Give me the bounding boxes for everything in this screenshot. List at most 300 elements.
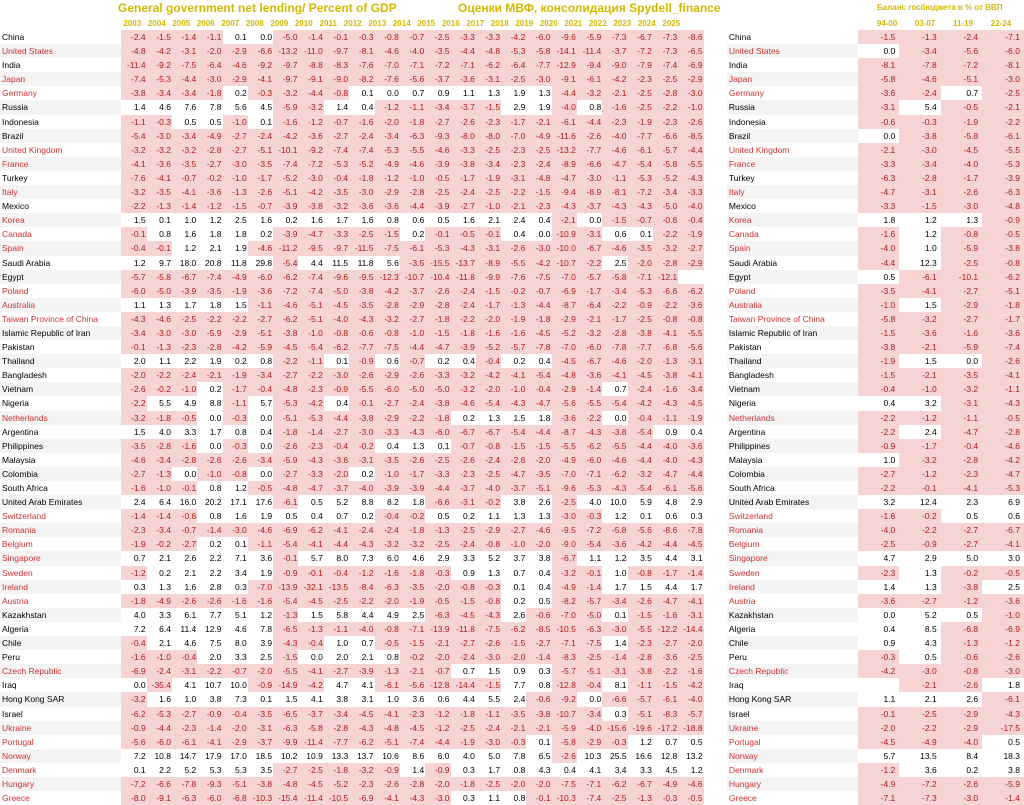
value-cell: -8.2 bbox=[552, 594, 577, 608]
period-value-cell: -2.2 bbox=[899, 523, 940, 537]
value-cell: -0.6 bbox=[653, 213, 678, 227]
value-cell: -2.3 bbox=[628, 636, 653, 650]
value-cell: -2.5 bbox=[602, 791, 627, 805]
period-value-cell: 6.9 bbox=[982, 495, 1024, 509]
value-cell: -6.2 bbox=[298, 523, 323, 537]
value-cell: 0.1 bbox=[602, 608, 627, 622]
value-cell: -2.0 bbox=[526, 777, 551, 791]
value-cell: -2.5 bbox=[526, 143, 551, 157]
value-cell: -0.4 bbox=[121, 636, 146, 650]
period-value-cell: -2.6 bbox=[982, 650, 1024, 664]
period-value-cell: 1.4 bbox=[858, 580, 899, 594]
value-cell: -4.0 bbox=[324, 312, 349, 326]
spacer-cell bbox=[704, 439, 727, 453]
value-cell: 0.8 bbox=[501, 791, 526, 805]
country-name-repeat: Egypt bbox=[727, 270, 858, 284]
value-cell: -1.7 bbox=[602, 312, 627, 326]
value-cell: -3.8 bbox=[526, 707, 551, 721]
value-cell: -1.6 bbox=[476, 326, 501, 340]
value-cell: 10.0 bbox=[602, 495, 627, 509]
value-cell: 6.0 bbox=[425, 749, 450, 763]
value-cell: -4.6 bbox=[602, 453, 627, 467]
value-cell: -3.6 bbox=[451, 72, 476, 86]
value-cell: -2.5 bbox=[425, 453, 450, 467]
period-value-cell: 0.0 bbox=[941, 354, 982, 368]
value-cell: -4.9 bbox=[223, 270, 248, 284]
value-cell: -3.2 bbox=[147, 143, 172, 157]
value-cell: -2.8 bbox=[197, 143, 222, 157]
value-cell: -7.4 bbox=[349, 143, 374, 157]
country-name-repeat: Greece bbox=[728, 793, 757, 804]
value-cell: -1.1 bbox=[223, 396, 248, 410]
period-value-cell: -2.7 bbox=[941, 523, 982, 537]
value-cell: -5.3 bbox=[628, 284, 653, 298]
value-cell: -3.4 bbox=[577, 707, 602, 721]
period-value-cell: 2.3 bbox=[941, 495, 982, 509]
value-cell: 1.2 bbox=[248, 608, 273, 622]
value-cell: 0.5 bbox=[273, 509, 298, 523]
period-value-cell: -4.9 bbox=[899, 735, 940, 749]
table-row bbox=[0, 721, 1024, 735]
period-value-cell: -4.6 bbox=[899, 72, 940, 86]
value-cell: -1.8 bbox=[147, 411, 172, 425]
period-value-cell: 1.0 bbox=[858, 453, 899, 467]
value-cell: 0.8 bbox=[147, 227, 172, 241]
value-cell: -6.2 bbox=[273, 270, 298, 284]
value-cell: -4.3 bbox=[678, 453, 703, 467]
value-cell: -1.6 bbox=[349, 115, 374, 129]
value-cell: -0.6 bbox=[172, 509, 197, 523]
period-value-cell: 3.0 bbox=[982, 551, 1024, 565]
value-cell: 3.8 bbox=[197, 692, 222, 706]
value-cell: -6.7 bbox=[577, 241, 602, 255]
table-row bbox=[0, 791, 1024, 805]
value-cell: -0.7 bbox=[172, 171, 197, 185]
value-cell: -10.5 bbox=[324, 791, 349, 805]
value-cell: -3.4 bbox=[172, 86, 197, 100]
table-row bbox=[0, 30, 1024, 44]
value-cell: 0.4 bbox=[375, 439, 400, 453]
value-cell: 7.6 bbox=[172, 100, 197, 114]
period-value-cell: -2.1 bbox=[982, 100, 1024, 114]
value-cell: -9.3 bbox=[425, 129, 450, 143]
period-value-cell: -3.4 bbox=[899, 44, 940, 58]
country-name: Saudi Arabia bbox=[2, 257, 51, 268]
table-row bbox=[0, 622, 1024, 636]
value-cell: 1.3 bbox=[526, 86, 551, 100]
value-cell: -1.6 bbox=[223, 594, 248, 608]
value-cell: 0.7 bbox=[121, 551, 146, 565]
table-row bbox=[0, 551, 1024, 565]
value-cell: 1.9 bbox=[223, 241, 248, 255]
value-cell: -4.3 bbox=[653, 396, 678, 410]
value-cell: -2.9 bbox=[223, 735, 248, 749]
period-value-cell: -3.0 bbox=[899, 143, 940, 157]
value-cell: -7.2 bbox=[273, 284, 298, 298]
value-cell: 3.1 bbox=[678, 551, 703, 565]
country-name: Romania bbox=[0, 523, 121, 537]
value-cell: 1.6 bbox=[349, 213, 374, 227]
value-cell: 2.1 bbox=[476, 213, 501, 227]
period-value-cell: -0.2 bbox=[941, 566, 982, 580]
value-cell: -7.2 bbox=[425, 58, 450, 72]
value-cell: -5.0 bbox=[425, 382, 450, 396]
value-cell: 0.2 bbox=[451, 411, 476, 425]
value-cell: -4.3 bbox=[349, 537, 374, 551]
value-cell: -3.9 bbox=[349, 664, 374, 678]
period-value-cell: -4.0 bbox=[941, 157, 982, 171]
period-value-cell: -4.5 bbox=[941, 143, 982, 157]
value-cell: -4.6 bbox=[602, 143, 627, 157]
value-cell: -2.7 bbox=[375, 396, 400, 410]
value-cell: 0.2 bbox=[273, 213, 298, 227]
value-cell: -7.2 bbox=[628, 44, 653, 58]
table-row bbox=[0, 481, 1024, 495]
value-cell: -0.7 bbox=[400, 354, 425, 368]
country-name-repeat: Nigeria bbox=[728, 398, 756, 409]
value-cell: -3.0 bbox=[324, 368, 349, 382]
value-cell: -6.6 bbox=[653, 129, 678, 143]
value-cell: -6.7 bbox=[552, 551, 577, 565]
period-value-cell: 5.0 bbox=[941, 551, 982, 565]
value-cell: -3.1 bbox=[248, 721, 273, 735]
table-row bbox=[0, 256, 1024, 270]
value-cell: 13.3 bbox=[324, 749, 349, 763]
period-value-cell: -2.6 bbox=[941, 185, 982, 199]
value-cell: -3.2 bbox=[375, 312, 400, 326]
table-row bbox=[0, 594, 1024, 608]
value-cell: -5.3 bbox=[147, 72, 172, 86]
value-cell: -4.6 bbox=[602, 354, 627, 368]
value-cell: -9.4 bbox=[577, 58, 602, 72]
period-value-cell: -3.0 bbox=[941, 199, 982, 213]
value-cell: 2.0 bbox=[197, 650, 222, 664]
value-cell: -2.6 bbox=[400, 368, 425, 382]
value-cell: 2.9 bbox=[425, 551, 450, 565]
value-cell: 1.6 bbox=[172, 580, 197, 594]
value-cell: -2.8 bbox=[653, 86, 678, 100]
value-cell: -0.8 bbox=[476, 537, 501, 551]
year-header: 2014 bbox=[392, 19, 411, 28]
value-cell: -3.5 bbox=[147, 185, 172, 199]
value-cell: -2.7 bbox=[324, 664, 349, 678]
value-cell: -1.9 bbox=[501, 312, 526, 326]
value-cell: -0.4 bbox=[324, 171, 349, 185]
value-cell: 1.5 bbox=[121, 213, 146, 227]
table-row bbox=[0, 608, 1024, 622]
value-cell: -2.5 bbox=[425, 185, 450, 199]
value-cell: 0.7 bbox=[653, 735, 678, 749]
value-cell: -1.1 bbox=[298, 354, 323, 368]
value-cell: -3.4 bbox=[248, 368, 273, 382]
country-name: Russia bbox=[0, 100, 121, 114]
value-cell: -4.1 bbox=[653, 326, 678, 340]
value-cell: -3.1 bbox=[501, 171, 526, 185]
value-cell: 2.5 bbox=[223, 213, 248, 227]
value-cell: 5.1 bbox=[223, 608, 248, 622]
value-cell: -3.0 bbox=[197, 72, 222, 86]
value-cell: -3.1 bbox=[577, 227, 602, 241]
value-cell: -12.2 bbox=[653, 622, 678, 636]
value-cell: -5.5 bbox=[678, 326, 703, 340]
period-value-cell: -3.6 bbox=[899, 326, 940, 340]
period-value-cell: -4.5 bbox=[858, 735, 899, 749]
value-cell: -6.3 bbox=[577, 622, 602, 636]
value-cell: -3.0 bbox=[552, 509, 577, 523]
period-value-cell: -3.2 bbox=[899, 312, 940, 326]
value-cell: 0.1 bbox=[349, 86, 374, 100]
value-cell: -0.8 bbox=[653, 312, 678, 326]
table-row bbox=[0, 439, 1024, 453]
value-cell: -4.2 bbox=[298, 396, 323, 410]
value-cell: -7.3 bbox=[653, 30, 678, 44]
country-name: Belgium bbox=[2, 539, 33, 550]
value-cell: -0.2 bbox=[476, 495, 501, 509]
value-cell: -4.3 bbox=[349, 312, 374, 326]
value-cell: 1.7 bbox=[197, 425, 222, 439]
value-cell: -1.5 bbox=[526, 185, 551, 199]
value-cell: -1.0 bbox=[375, 467, 400, 481]
value-cell: -1.2 bbox=[375, 171, 400, 185]
value-cell: 1.0 bbox=[172, 692, 197, 706]
country-name: Colombia bbox=[0, 467, 121, 481]
value-cell: 2.1 bbox=[349, 650, 374, 664]
value-cell: -10.9 bbox=[552, 227, 577, 241]
spacer-cell bbox=[704, 749, 727, 763]
country-name-repeat: Thailand bbox=[727, 354, 858, 368]
value-cell: -4.4 bbox=[526, 425, 551, 439]
country-name: Egypt bbox=[0, 270, 121, 284]
period-value-cell: -3.0 bbox=[982, 72, 1024, 86]
value-cell: -7.1 bbox=[577, 777, 602, 791]
value-cell: -6.7 bbox=[476, 425, 501, 439]
period-value-cell: 3.2 bbox=[858, 495, 899, 509]
period-value-cell: 0.5 bbox=[899, 650, 940, 664]
value-cell: 0.1 bbox=[248, 115, 273, 129]
period-value-cell: -0.9 bbox=[982, 213, 1024, 227]
value-cell: -4.1 bbox=[248, 72, 273, 86]
value-cell: 1.5 bbox=[501, 411, 526, 425]
value-cell: 4.9 bbox=[172, 396, 197, 410]
value-cell: 1.2 bbox=[172, 241, 197, 255]
value-cell: -3.4 bbox=[425, 100, 450, 114]
value-cell: -0.7 bbox=[324, 115, 349, 129]
value-cell: -8.0 bbox=[476, 129, 501, 143]
period-value-cell: 1.3 bbox=[899, 566, 940, 580]
value-cell: -2.8 bbox=[400, 777, 425, 791]
period-value-cell: -4.2 bbox=[858, 664, 899, 678]
value-cell: 0.8 bbox=[501, 763, 526, 777]
value-cell: 1.0 bbox=[324, 636, 349, 650]
value-cell: -3.3 bbox=[451, 143, 476, 157]
value-cell: 1.7 bbox=[678, 580, 703, 594]
value-cell: -1.5 bbox=[375, 227, 400, 241]
value-cell: -9.6 bbox=[552, 481, 577, 495]
value-cell: -4.5 bbox=[273, 340, 298, 354]
value-cell: -4.8 bbox=[273, 382, 298, 396]
period-value-cell: -4.0 bbox=[858, 523, 899, 537]
value-cell: -2.4 bbox=[476, 721, 501, 735]
value-cell: -5.2 bbox=[552, 326, 577, 340]
value-cell: 3.4 bbox=[602, 763, 627, 777]
value-cell: -9.4 bbox=[552, 185, 577, 199]
value-cell: 0.0 bbox=[526, 227, 551, 241]
value-cell: -6.2 bbox=[121, 707, 146, 721]
period-value-cell: -4.1 bbox=[941, 481, 982, 495]
value-cell: -9.2 bbox=[552, 692, 577, 706]
value-cell: -2.0 bbox=[476, 312, 501, 326]
value-cell: -3.7 bbox=[451, 100, 476, 114]
value-cell: 1.6 bbox=[223, 509, 248, 523]
period-value-cell: -6.1 bbox=[899, 270, 940, 284]
country-name: Ukraine bbox=[0, 721, 121, 735]
value-cell: -2.0 bbox=[628, 354, 653, 368]
value-cell: -5.1 bbox=[526, 481, 551, 495]
value-cell: -0.4 bbox=[172, 650, 197, 664]
value-cell: -4.4 bbox=[653, 537, 678, 551]
value-cell: -0.3 bbox=[223, 411, 248, 425]
value-cell: -2.4 bbox=[451, 185, 476, 199]
value-cell: -2.5 bbox=[653, 72, 678, 86]
value-cell: -6.2 bbox=[476, 58, 501, 72]
period-value-cell: -3.0 bbox=[941, 791, 982, 805]
country-name: China bbox=[2, 32, 25, 42]
value-cell: 17.1 bbox=[223, 495, 248, 509]
value-cell: 16.6 bbox=[628, 749, 653, 763]
value-cell: -5.6 bbox=[400, 72, 425, 86]
value-cell: -6.5 bbox=[678, 44, 703, 58]
value-cell: 2.0 bbox=[121, 354, 146, 368]
value-cell: -0.8 bbox=[628, 566, 653, 580]
value-cell: -4.1 bbox=[324, 523, 349, 537]
value-cell: 3.8 bbox=[526, 551, 551, 565]
value-cell: 1.8 bbox=[223, 227, 248, 241]
value-cell: 12.8 bbox=[653, 749, 678, 763]
value-cell: -7.4 bbox=[197, 270, 222, 284]
period-value-cell: -0.3 bbox=[858, 650, 899, 664]
table-row bbox=[0, 284, 1024, 298]
value-cell: -0.6 bbox=[526, 692, 551, 706]
value-cell: -1.3 bbox=[375, 664, 400, 678]
country-name-repeat: Romania bbox=[727, 523, 858, 537]
value-cell: 1.2 bbox=[602, 551, 627, 565]
country-name: Turkey bbox=[2, 172, 28, 183]
value-cell: -4.5 bbox=[552, 354, 577, 368]
value-cell: 0.2 bbox=[349, 509, 374, 523]
data-table bbox=[0, 30, 1024, 805]
value-cell: -4.9 bbox=[552, 580, 577, 594]
value-cell: -0.3 bbox=[476, 580, 501, 594]
value-cell: -0.1 bbox=[147, 241, 172, 255]
value-cell: 4.6 bbox=[172, 636, 197, 650]
value-cell: -3.2 bbox=[577, 86, 602, 100]
year-header: 2016 bbox=[441, 19, 460, 28]
value-cell: -5.3 bbox=[425, 241, 450, 255]
value-cell: -0.9 bbox=[349, 354, 374, 368]
value-cell: -2.2 bbox=[273, 354, 298, 368]
value-cell: -5.4 bbox=[577, 537, 602, 551]
period-value-cell: -1.8 bbox=[982, 298, 1024, 312]
value-cell: -1.3 bbox=[425, 523, 450, 537]
spacer-cell bbox=[704, 284, 727, 298]
value-cell: -3.9 bbox=[451, 340, 476, 354]
value-cell: -2.0 bbox=[526, 537, 551, 551]
country-name-repeat: Mexico bbox=[728, 201, 756, 212]
value-cell: -6.1 bbox=[375, 678, 400, 692]
period-value-cell: 1.8 bbox=[982, 678, 1024, 692]
table-row bbox=[0, 72, 1024, 86]
value-cell: -3.3 bbox=[425, 368, 450, 382]
value-cell: 0.2 bbox=[197, 537, 222, 551]
value-cell: -1.9 bbox=[628, 115, 653, 129]
value-cell: -4.3 bbox=[552, 199, 577, 213]
value-cell: -6.3 bbox=[400, 129, 425, 143]
value-cell: -1.5 bbox=[273, 650, 298, 664]
value-cell: -4.6 bbox=[147, 312, 172, 326]
value-cell: -2.7 bbox=[425, 115, 450, 129]
value-cell: -5.8 bbox=[602, 523, 627, 537]
period-value-cell: -10.1 bbox=[941, 270, 982, 284]
value-cell: -2.1 bbox=[526, 721, 551, 735]
table-row bbox=[0, 171, 1024, 185]
period-value-cell: -6.9 bbox=[982, 622, 1024, 636]
value-cell: 0.8 bbox=[526, 678, 551, 692]
value-cell: 1.2 bbox=[628, 735, 653, 749]
value-cell: -8.4 bbox=[349, 580, 374, 594]
value-cell: 1.1 bbox=[451, 86, 476, 100]
value-cell: -4.5 bbox=[526, 326, 551, 340]
value-cell: -3.4 bbox=[476, 157, 501, 171]
value-cell: 0.2 bbox=[425, 354, 450, 368]
value-cell: -4.0 bbox=[678, 692, 703, 706]
value-cell: -12.9 bbox=[552, 58, 577, 72]
value-cell: -5.2 bbox=[349, 157, 374, 171]
value-cell: -5.4 bbox=[476, 396, 501, 410]
period-value-cell: -7.3 bbox=[899, 791, 940, 805]
value-cell: -4.2 bbox=[476, 368, 501, 382]
value-cell: 1.5 bbox=[298, 608, 323, 622]
period-value-cell: 3.2 bbox=[899, 396, 940, 410]
value-cell: -2.9 bbox=[223, 44, 248, 58]
table-row bbox=[0, 227, 1024, 241]
value-cell: -6.0 bbox=[577, 340, 602, 354]
value-cell: 17.9 bbox=[197, 749, 222, 763]
value-cell: -3.8 bbox=[273, 326, 298, 340]
value-cell: -2.5 bbox=[425, 30, 450, 44]
value-cell: -4.5 bbox=[298, 777, 323, 791]
value-cell: 11.8 bbox=[349, 256, 374, 270]
year-header: 2005 bbox=[172, 19, 191, 28]
value-cell: -1.8 bbox=[425, 312, 450, 326]
value-cell: -0.8 bbox=[678, 312, 703, 326]
table-row bbox=[0, 100, 1024, 114]
value-cell: -3.4 bbox=[678, 382, 703, 396]
value-cell: 0.4 bbox=[298, 509, 323, 523]
spacer-cell bbox=[704, 537, 727, 551]
country-name: Thailand bbox=[0, 354, 121, 368]
value-cell: -5.8 bbox=[526, 44, 551, 58]
value-cell: 3.4 bbox=[223, 566, 248, 580]
value-cell: 3.6 bbox=[248, 551, 273, 565]
period-value-cell: -6.8 bbox=[941, 622, 982, 636]
value-cell: 0.1 bbox=[223, 30, 248, 44]
value-cell: -4.4 bbox=[678, 467, 703, 481]
country-name: Australia bbox=[0, 298, 121, 312]
spacer-cell bbox=[704, 650, 727, 664]
value-cell: -2.0 bbox=[526, 453, 551, 467]
period-value-cell: -5.5 bbox=[982, 143, 1024, 157]
year-header-row bbox=[120, 19, 684, 29]
